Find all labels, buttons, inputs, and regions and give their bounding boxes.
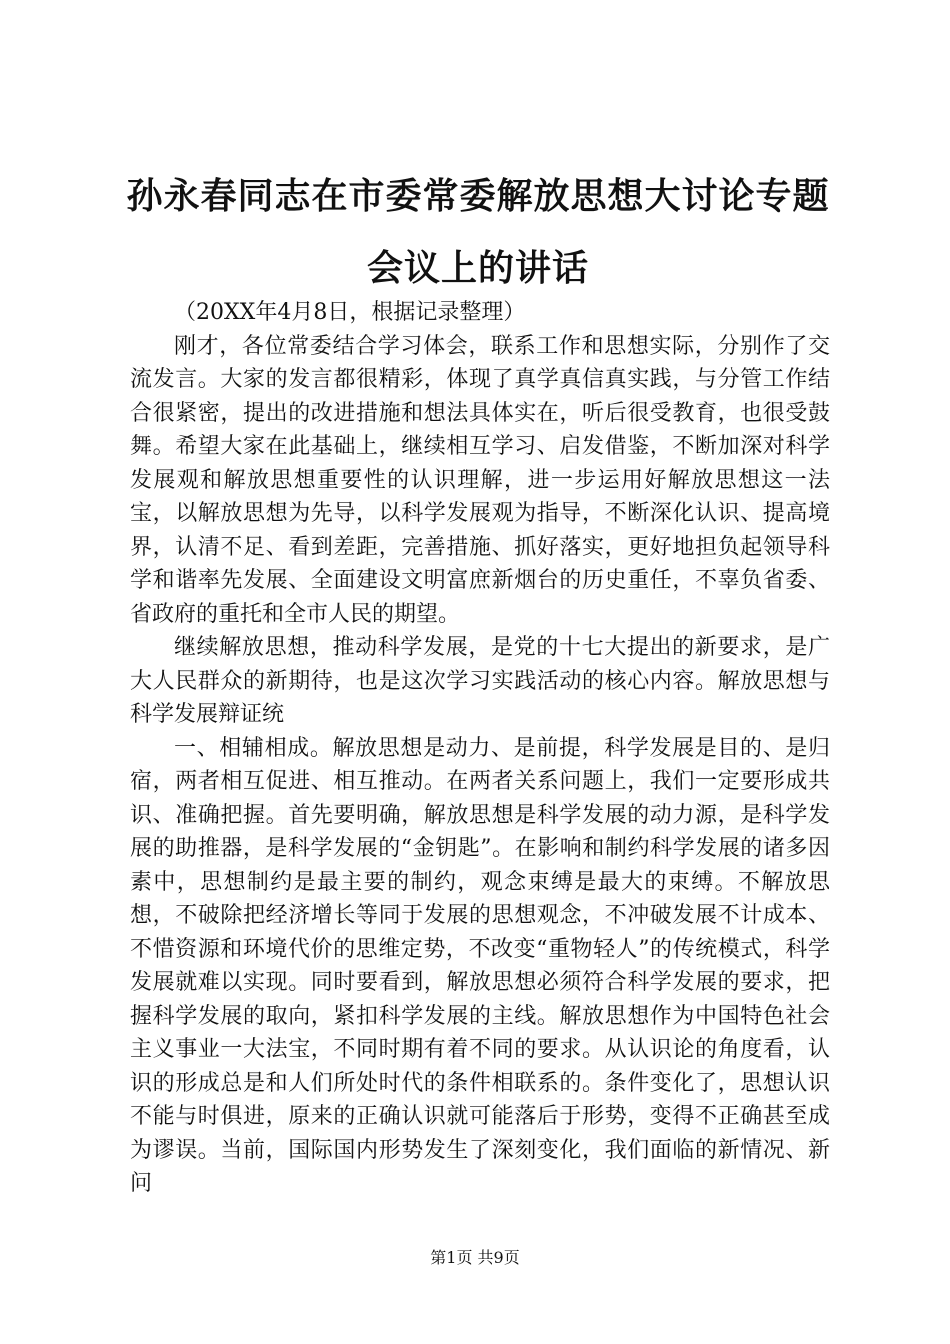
page-footer: 第1页 共9页 [430,1248,520,1267]
date-note-paragraph: （20XX年4月8日，根据记录整理） [174,300,526,325]
document-body [130,296,830,1201]
body-paragraph: 一、相辅相成。解放思想是动力、是前提，科学发展是目的、是归宿，两者相互促进、相互推动。在两者关系问题上，我们一定要形成共识、准确把握。首先要明确，解放思想是科学发展的动力源，是科学发展的助推器，是科学发展的“金钥匙”。在影响和制约科学发展的诸多因素中，思想制约是最主要的制约，观念束缚是最大的束缚。不解放思想，不破除把经济增长等同于发展的思想观念，不冲破发展不计成本、不惜资源和环境代价的思维定势，不改变“重物轻人”的传统模式，科学发展就难以实现。同时要看到，解放思想必须符合科学发展的要求，把握科学发展的取向，紧扣科学发展的主线。解放思想作为中国特色社会主义事业一大法宝，不同时期有着不同的要求。从认识论的角度看，认识的形成总是和人们所处时代的条件相联系的。条件变化了，思想认识不能与时俱进，原来的正确认识就可能落后于形势，变得不正确甚至成为谬误。当前，国际国内形势发生了深刻变化，我们面临的新情况、新问 [130,735,830,1196]
body-paragraph: 继续解放思想，推动科学发展，是党的十七大提出的新要求，是广大人民群众的新期待，也是这次学习实践活动的核心内容。解放思想与科学发展辩证统 [130,635,830,727]
body-paragraph: 刚才，各位常委结合学习体会，联系工作和思想实际，分别作了交流发言。大家的发言都很精彩，体现了真学真信真实践，与分管工作结合很紧密，提出的改进措施和想法具体实在，听后很受教育，也很受鼓舞。希望大家在此基础上，继续相互学习、启发借鉴，不断加深对科学发展观和解放思想重要性的认识理解，进一步运用好解放思想这一法宝，以解放思想为先导，以科学发展观为指导，不断深化认识、提高境界，认清不足、看到差距，完善措施、抓好落实，更好地担负起领导科学和谐率先发展、全面建设文明富庶新烟台的历史重任，不辜负省委、省政府的重托和全市人民的期望。 [130,333,830,627]
document-title: 孙永春同志在市委常委解放思想大讨论专题会议上的讲话 [126,175,830,289]
